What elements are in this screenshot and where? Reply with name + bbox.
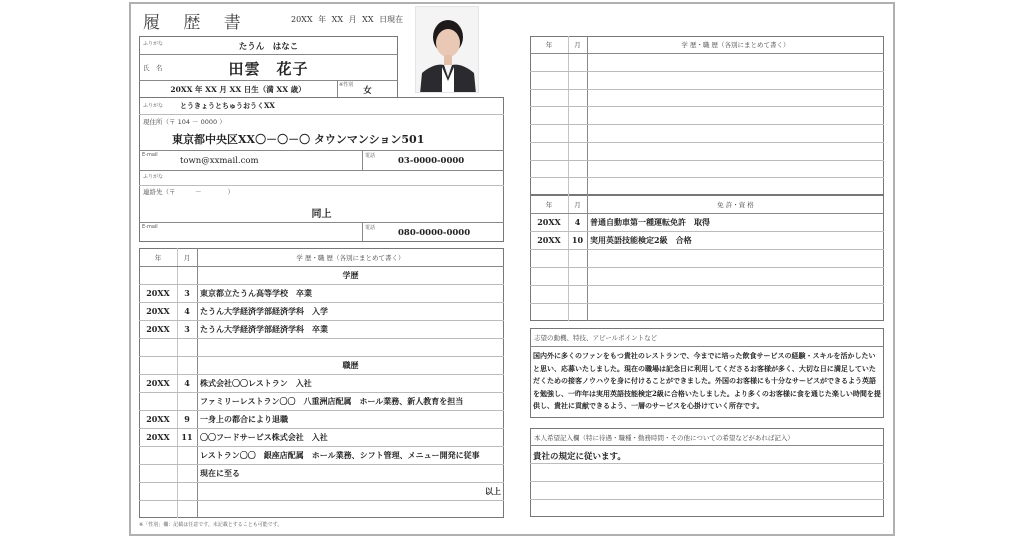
table-row-year[interactable]: 20XX: [146, 324, 170, 334]
name-label: 氏 名: [143, 64, 163, 72]
table-row-content[interactable]: 実用英語技能検定2級 合格: [590, 235, 692, 245]
table-row-year[interactable]: 20XX: [146, 288, 170, 298]
address-label: 現住所（〒 104 － 0000 ）: [143, 118, 226, 126]
divider: [530, 481, 884, 482]
divider: [568, 36, 569, 195]
address-furigana-field[interactable]: とうきょうとちゅうおうくXX: [180, 101, 275, 110]
licenses-month-header: 月: [574, 201, 581, 209]
table-row-month[interactable]: 4: [184, 306, 190, 316]
address-furigana-label: ふりがな: [143, 103, 164, 109]
email-field[interactable]: town@xxmail.com: [180, 156, 259, 166]
table-row-content[interactable]: 学歴: [342, 270, 359, 280]
birthdate-field[interactable]: 20XX 年 XX 月 XX 日生（満 XX 歳）: [170, 85, 306, 94]
name-furigana-field[interactable]: たうん はなこ: [238, 42, 299, 52]
table-row-content[interactable]: 現在に至る: [200, 468, 240, 478]
divider: [362, 222, 363, 242]
row-divider: [139, 356, 504, 357]
table-row-month[interactable]: 3: [184, 324, 190, 334]
name-field[interactable]: 田雲 花子: [228, 60, 309, 78]
row-divider: [139, 302, 504, 303]
table-row-content[interactable]: たうん大学経済学部経済学科 入学: [200, 306, 328, 316]
table-row-content[interactable]: 職歴: [342, 360, 359, 370]
row-divider: [139, 374, 504, 375]
history-left-content-header: 学 歴・職 歴（各別にまとめて書く）: [296, 254, 405, 262]
row-divider: [530, 285, 884, 286]
table-row-content[interactable]: 〇〇フードサービス株式会社 入社: [200, 432, 328, 442]
divider: [139, 114, 504, 115]
table-row-year[interactable]: 20XX: [537, 235, 561, 245]
row-divider: [139, 392, 504, 393]
row-divider: [530, 177, 884, 178]
contact-furigana-label: ふりがな: [143, 174, 164, 180]
table-row-month[interactable]: 9: [184, 414, 190, 424]
divider: [197, 248, 198, 518]
table-row-content[interactable]: たうん大学経済学部経済学科 卒業: [200, 324, 328, 334]
motivation-label: 志望の動機、特技、アピールポイントなど: [534, 334, 658, 342]
row-divider: [139, 482, 504, 483]
divider: [139, 222, 504, 223]
history-right-month-header: 月: [574, 41, 581, 49]
row-divider: [530, 106, 884, 107]
row-divider: [139, 428, 504, 429]
row-divider: [139, 446, 504, 447]
table-row-content[interactable]: 普通自動車第一種運転免許 取得: [590, 217, 710, 227]
row-divider: [530, 142, 884, 143]
row-divider: [139, 410, 504, 411]
table-row-content[interactable]: レストラン〇〇 銀座店配属 ホール業務、シフト管理、メニュー開発に従事: [200, 450, 480, 460]
divider: [139, 54, 398, 55]
history-left-month-header: 月: [183, 254, 191, 262]
motivation-text[interactable]: 国内外に多くのファンをもつ貴社のレストランで、今までに培った飲食サービスの経験・スキルを活かしたいと思い、応募いたしました。現在の職場は記念日に利用してくださるお客様が多く、大切な日に満足していただくための接客ノウハウを身に付けることができました。外国のお客様にも十分なサービスができるよう英語を勉強し、一昨年は実用英語技能検定2級に合格いたしました。より多くのお客様に食を通じた楽しい時間を提供し、貴社に貢献できるよう、一層のサービスを心掛けていく所存です。: [533, 351, 881, 410]
table-row-month[interactable]: 4: [184, 378, 190, 388]
row-divider: [139, 320, 504, 321]
contact-address-field[interactable]: 同上: [311, 209, 332, 220]
table-row-year[interactable]: 20XX: [537, 217, 561, 227]
gender-label: ※性別: [339, 82, 354, 88]
history-left-year-header: 年: [154, 254, 162, 262]
table-row-content[interactable]: 東京都立たうん高等学校 卒業: [200, 288, 312, 298]
requests-text[interactable]: 貴社の規定に従います。: [533, 452, 626, 462]
table-row-month[interactable]: 3: [184, 288, 190, 298]
name-furigana-label: ふりがな: [143, 41, 164, 47]
table-row-year[interactable]: 20XX: [146, 378, 170, 388]
divider: [587, 36, 588, 195]
table-row-month[interactable]: 11: [181, 432, 193, 442]
row-divider: [530, 89, 884, 90]
divider: [530, 445, 884, 446]
id-photo: [415, 6, 479, 93]
divider: [139, 80, 398, 81]
contact-email-label: E-mail: [142, 224, 158, 230]
divider: [139, 150, 504, 151]
history-right-year-header: 年: [545, 41, 553, 49]
row-divider: [530, 303, 884, 304]
phone-field[interactable]: 03-0000-0000: [398, 156, 465, 166]
table-row-content[interactable]: 以上: [485, 486, 501, 496]
divider: [530, 499, 884, 500]
requests-label: 本人希望記入欄（特に待遇・職種・勤務時間・その他についての希望などがあれば記入）: [534, 434, 794, 442]
row-divider: [139, 338, 504, 339]
divider: [362, 150, 363, 170]
table-row-content[interactable]: ファミリーレストラン〇〇 八重洲店配属 ホール業務、新人教育を担当: [200, 396, 464, 406]
history-table-right: [530, 36, 884, 195]
as-of-date: 20XX 年 XX 月 XX 日現在: [291, 15, 404, 24]
divider: [530, 213, 884, 214]
history-right-content-header: 学 歴・職 歴（各別にまとめて書く）: [681, 41, 790, 49]
divider: [139, 185, 504, 186]
row-divider: [530, 231, 884, 232]
divider: [139, 266, 504, 267]
gender-field[interactable]: 女: [363, 86, 372, 96]
row-divider: [530, 160, 884, 161]
contact-phone-field[interactable]: 080-0000-0000: [398, 228, 471, 238]
table-row-year[interactable]: 20XX: [146, 432, 170, 442]
row-divider: [530, 249, 884, 250]
table-row-content[interactable]: 株式会社〇〇レストラン 入社: [200, 378, 312, 388]
table-row-month[interactable]: 4: [574, 217, 581, 227]
row-divider: [139, 284, 504, 285]
contact-phone-label: 電話: [365, 225, 376, 231]
licenses-year-header: 年: [545, 201, 553, 209]
licenses-content-header: 免 許・資 格: [717, 201, 754, 209]
contact-label: 連絡先（〒 － ）: [143, 188, 234, 196]
row-divider: [139, 464, 504, 465]
document-title: 履 歴 書: [143, 13, 250, 33]
table-row-content[interactable]: 一身上の都合により退職: [200, 414, 288, 424]
row-divider: [530, 124, 884, 125]
divider: [139, 170, 504, 171]
row-divider: [530, 71, 884, 72]
table-row-year[interactable]: 20XX: [146, 306, 170, 316]
footnote: ※「性別」欄：記載は任意です。未記載とすることも可能です。: [139, 522, 283, 528]
divider: [530, 53, 884, 54]
divider: [530, 463, 884, 464]
phone-label: 電話: [365, 153, 376, 159]
address-field[interactable]: 東京都中央区XX〇－〇－〇 タウンマンション501: [172, 133, 425, 146]
row-divider: [139, 500, 504, 501]
table-row-month[interactable]: 10: [571, 235, 584, 245]
row-divider: [530, 267, 884, 268]
email-label: E-mail: [142, 152, 158, 158]
portrait-image: [416, 7, 479, 93]
table-row-year[interactable]: 20XX: [146, 414, 170, 424]
divider: [530, 346, 884, 347]
